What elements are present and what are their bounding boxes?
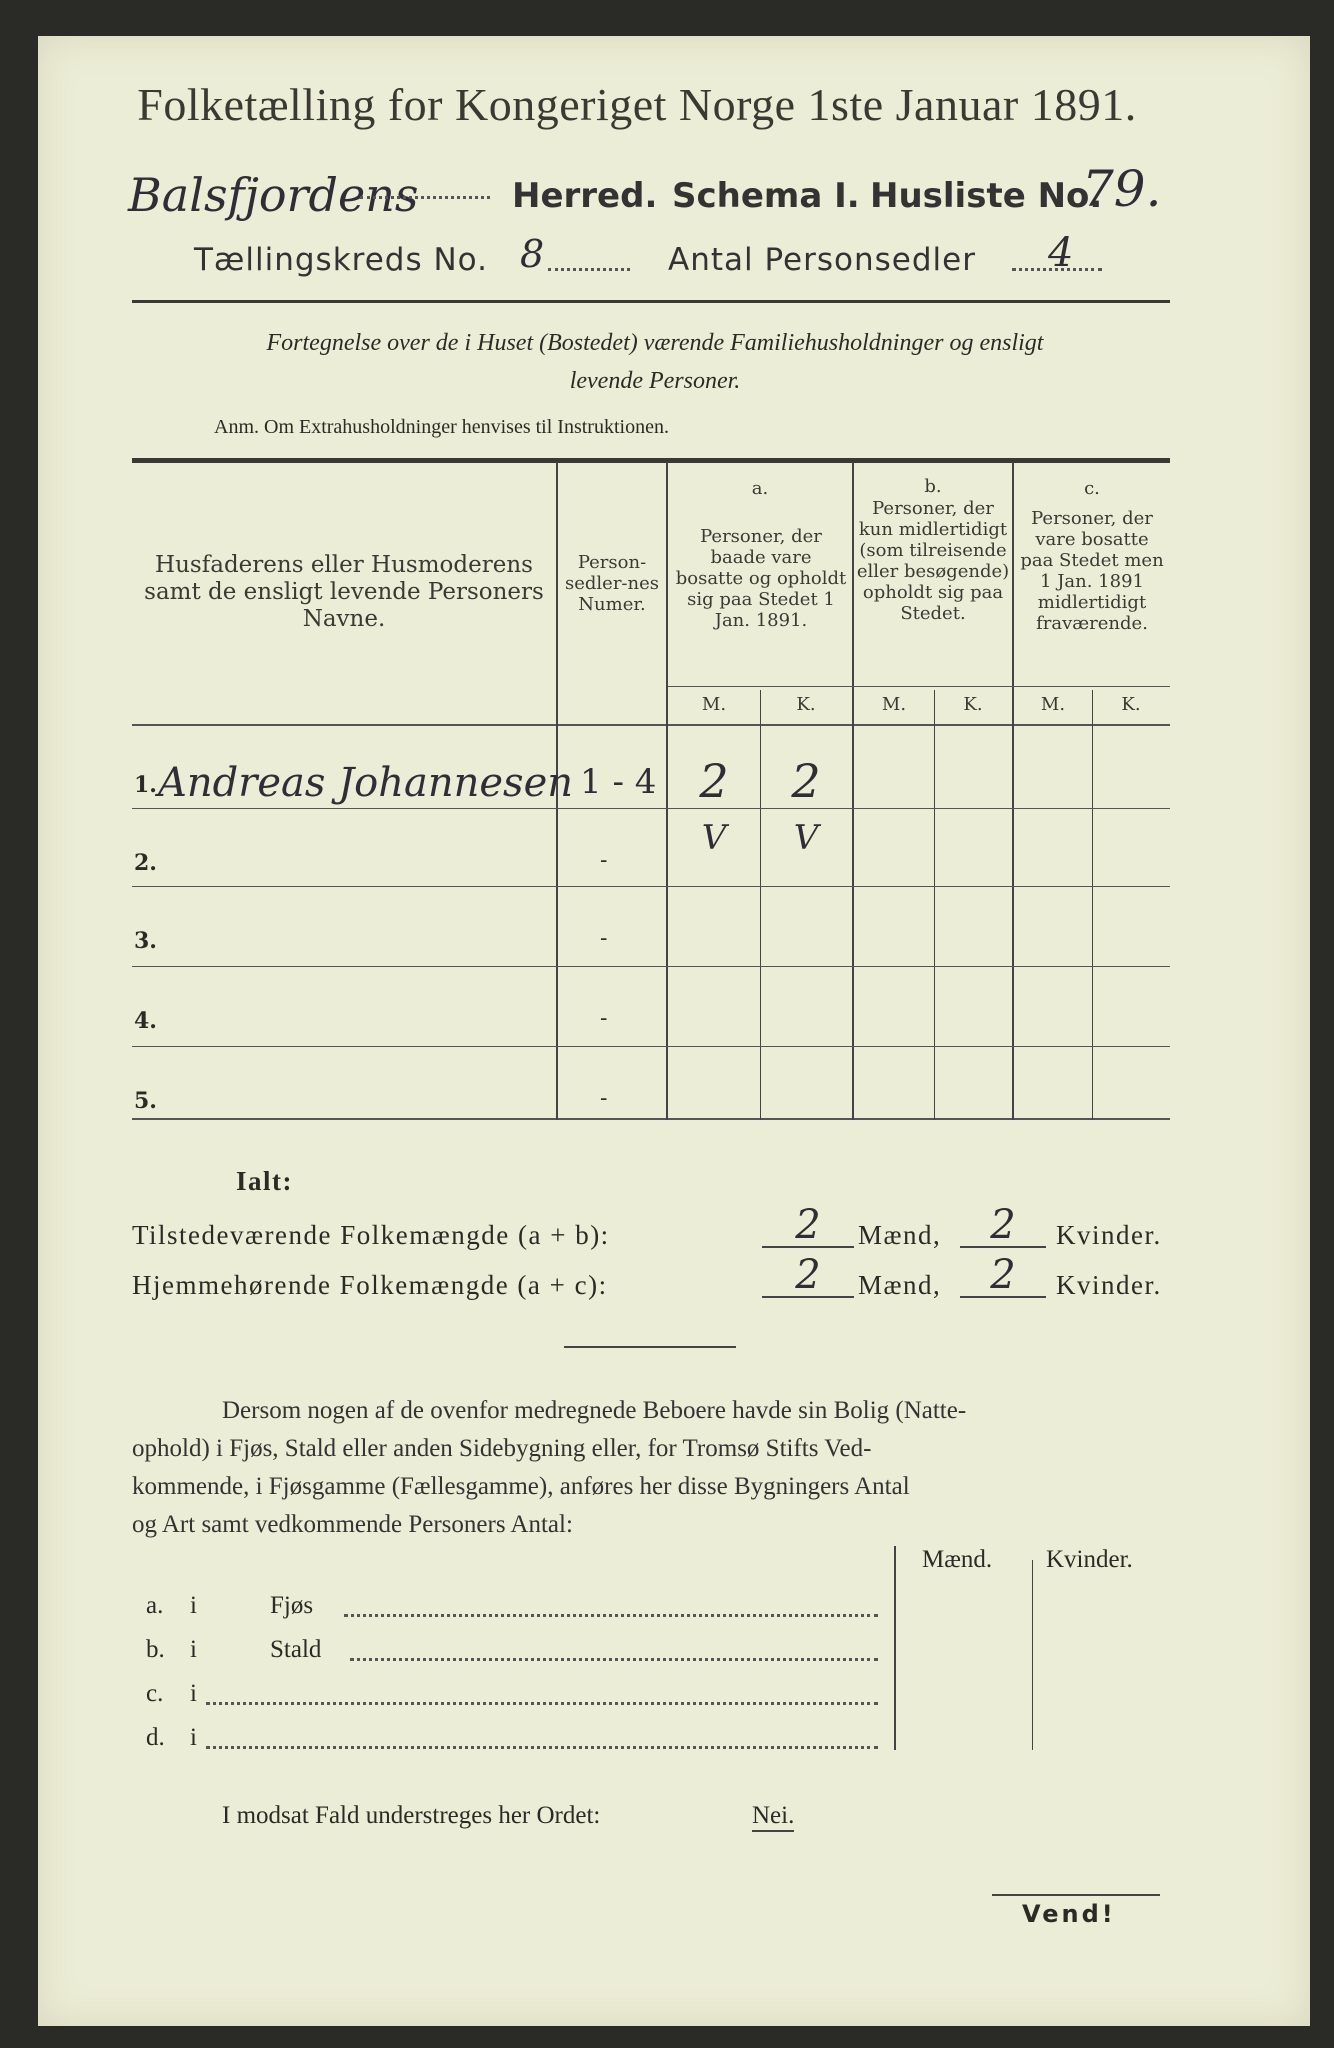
item-b-label: Stald [270, 1636, 322, 1663]
herred-name-handwritten: Balsfjordens [128, 168, 419, 222]
col-a-letter: a. [751, 478, 769, 499]
item-a-label: Fjøs [270, 1592, 314, 1619]
tilstedevaerende-label: Tilstedeværende Folkemængde (a + b): [132, 1220, 610, 1250]
item-c-dots [206, 1702, 878, 1705]
hjemmehorende-kvinder: Kvinder. [1056, 1270, 1162, 1300]
col-header-a: Personer, der baade vare bosatte og opholdt sig paa Stedet 1 Jan. 1891. [675, 526, 847, 631]
item-b-pre: i [190, 1636, 197, 1663]
notes-divider-right [1032, 1560, 1033, 1750]
col-a-k: K. [796, 694, 816, 715]
col-header-names: Husfaderens eller Husmoderens samt de ensligt levende Personers Navne. [144, 552, 544, 632]
row-3-number: 3. [134, 928, 157, 954]
notes-col-maend: Mænd. [922, 1546, 993, 1573]
item-d-pre: i [190, 1724, 197, 1751]
item-d-dots [206, 1746, 878, 1749]
row-5-dash: - [600, 1086, 608, 1111]
col-c-k: K. [1121, 694, 1141, 715]
col-divider-b-mk [934, 690, 935, 1120]
antal-number-handwritten: 4 [1048, 230, 1074, 276]
vend-rule [992, 1894, 1160, 1896]
col-c-m: M. [1040, 694, 1066, 715]
row-rule-4 [132, 1046, 1170, 1047]
notes-divider-left [894, 1546, 896, 1750]
item-b-letter: b. [146, 1636, 165, 1663]
intro-line-1: Fortegnelse over de i Huset (Bostedet) værende Familiehusholdninger og ensligt [266, 330, 1044, 356]
notes-line-2: ophold) i Fjøs, Stald eller anden Sidebygning eller, for Tromsø Stifts Ved- [132, 1435, 872, 1462]
modsat-word-nei: Nei. [752, 1802, 794, 1832]
anm-note: Anm. Om Extrahusholdninger henvises til Instruktionen. [214, 416, 669, 438]
col-divider-b [1012, 462, 1014, 1120]
col-header-b: Personer, der kun midlertidigt (som tilreisende eller besøgende) opholdt sig paa Stedet. [856, 498, 1010, 624]
row-1-number: 1. [134, 772, 157, 798]
row-1-a-k: 2 [791, 754, 821, 808]
item-c-pre: i [190, 1680, 197, 1707]
row-rule-2 [132, 886, 1170, 887]
row-rule-3 [132, 966, 1170, 967]
table-top-rule [132, 458, 1170, 463]
modsat-text: I modsat Fald understreges her Ordet: [222, 1802, 601, 1829]
herred-label: Herred. [512, 176, 658, 216]
tilstedevaerende-k-value: 2 [990, 1202, 1016, 1248]
col-header-c: Personer, der vare bosatte paa Stedet men 1 Jan. 1891 midlertidigt fraværende. [1020, 508, 1164, 634]
row-1-name-handwritten: Andreas Johannesen [158, 760, 574, 806]
taellingskreds-label: Tællingskreds No. [194, 242, 488, 278]
intro-line-2: levende Personer. [569, 368, 741, 394]
ialt-label: Ialt: [236, 1166, 293, 1196]
form-title: Folketælling for Kongeriget Norge 1ste Januar 1891. [137, 79, 1137, 130]
tilstedevaerende-kvinder: Kvinder. [1056, 1220, 1162, 1250]
col-b-k: K. [963, 694, 983, 715]
hjemmehorende-maend: Mænd, [858, 1270, 942, 1300]
mk-top-rule [668, 686, 1170, 687]
row-2-a-m-check: V [701, 818, 727, 858]
taellingskreds-number-handwritten: 8 [520, 232, 545, 276]
col-a-m: M. [701, 694, 727, 715]
item-a-letter: a. [146, 1592, 164, 1619]
table-bottom-rule [132, 1118, 1170, 1120]
row-4-dash: - [600, 1006, 608, 1031]
hjemmehorende-label: Hjemmehørende Folkemængde (a + c): [132, 1270, 608, 1300]
row-rule-1 [132, 808, 1170, 809]
tilstedevaerende-maend: Mænd, [858, 1220, 942, 1250]
item-a-pre: i [190, 1592, 197, 1619]
row-3-dash: - [600, 926, 608, 951]
notes-col-kvinder: Kvinder. [1046, 1546, 1133, 1573]
antal-dotted-line [1012, 268, 1102, 271]
col-divider-a [852, 462, 854, 1120]
notes-line-4: og Art samt vedkommende Personers Antal: [132, 1511, 573, 1538]
row-1-a-m: 2 [699, 754, 729, 808]
item-d-letter: d. [146, 1724, 165, 1751]
husliste-label: Husliste No. [870, 176, 1103, 216]
row-2-a-k-check: V [793, 818, 819, 858]
row-2-dash: - [600, 848, 608, 873]
husliste-number-handwritten: 79. [1082, 160, 1162, 218]
col-divider-c-mk [1092, 690, 1093, 1120]
col-header-personsedler: Person-sedler-nes Numer. [565, 552, 659, 615]
col-b-m: M. [881, 694, 907, 715]
row-1-personsedler: 1 - 4 [580, 762, 657, 802]
col-b-letter: b. [924, 476, 942, 497]
hjemmehorende-m-value: 2 [795, 1252, 821, 1298]
section-divider [564, 1346, 736, 1348]
schema-label: Schema I. [672, 176, 860, 216]
table-header-bottom-rule [132, 724, 1170, 726]
item-b-dots [350, 1658, 878, 1661]
header-rule [132, 300, 1170, 303]
hjemmehorende-k-value: 2 [990, 1252, 1016, 1298]
row-4-number: 4. [134, 1008, 157, 1034]
antal-personsedler-label: Antal Personsedler [668, 242, 976, 278]
item-a-dots [344, 1614, 878, 1617]
col-c-letter: c. [1084, 478, 1100, 499]
notes-line-1: Dersom nogen af de ovenfor medregnede Beboere havde sin Bolig (Natte- [222, 1397, 967, 1424]
notes-line-3: kommende, i Fjøsgamme (Fællesgamme), anføres her disse Bygningers Antal [132, 1473, 910, 1500]
vend-label: Vend! [1022, 1900, 1116, 1928]
herred-dotted-line [360, 196, 490, 199]
taellingskreds-dotted-line [548, 268, 630, 271]
row-5-number: 5. [134, 1088, 157, 1114]
item-c-letter: c. [146, 1680, 164, 1707]
row-2-number: 2. [134, 850, 157, 876]
tilstedevaerende-m-value: 2 [795, 1202, 821, 1248]
